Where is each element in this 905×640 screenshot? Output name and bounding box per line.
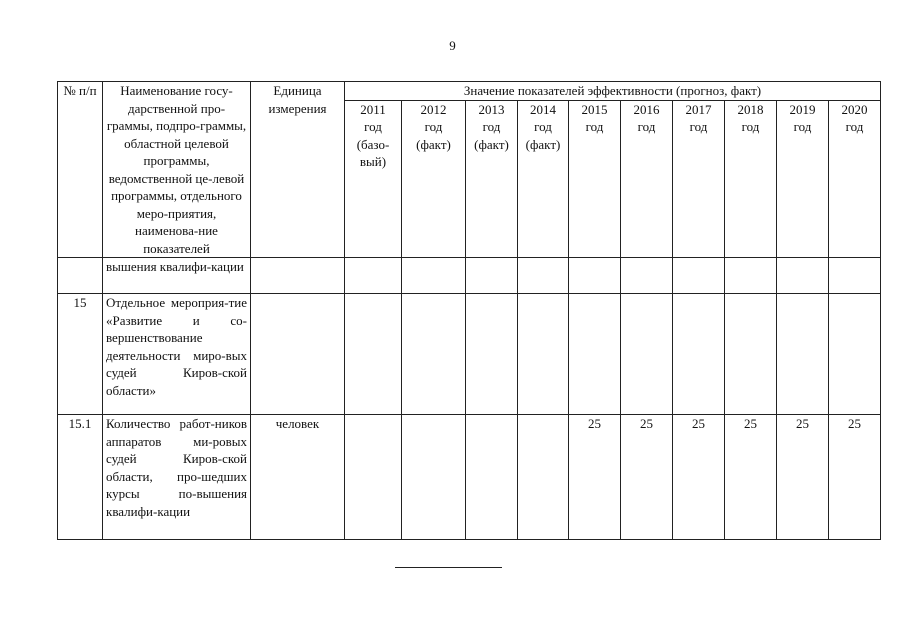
row-value [466, 294, 518, 415]
row-value [777, 258, 829, 294]
header-year: 2011 год (базо- вый) [345, 100, 402, 257]
header-unit: Единица измерения [251, 82, 345, 258]
page-number: 9 [449, 38, 456, 53]
row-value [402, 415, 466, 540]
row-value: 25 [673, 415, 725, 540]
row-value [518, 294, 569, 415]
header-year: 2019 год [777, 100, 829, 257]
row-value [402, 258, 466, 294]
bottom-rule [395, 567, 502, 568]
row-value [466, 415, 518, 540]
row-value [621, 294, 673, 415]
row-value [829, 258, 881, 294]
header-year: 2013 год (факт) [466, 100, 518, 257]
table-row [58, 258, 881, 294]
header-year: 2020 год [829, 100, 881, 257]
header-num: № п/п [58, 82, 103, 258]
row-name: Количество работ-ников аппаратов ми-ровых судей Киров-ской области, про-шедших курсы по-вышения квалифи-кации [103, 415, 251, 540]
row-unit: человек [251, 415, 345, 540]
header-year: 2012 год (факт) [402, 100, 466, 257]
row-value [673, 294, 725, 415]
indicators-table [57, 81, 881, 540]
row-value: 25 [569, 415, 621, 540]
header-values-group: Значение показателей эффективности (прогноз, факт) [345, 82, 881, 101]
row-value [777, 294, 829, 415]
row-unit [251, 258, 345, 294]
row-value: 25 [621, 415, 673, 540]
row-value: 25 [725, 415, 777, 540]
row-num: 15 [58, 294, 103, 415]
row-value [518, 415, 569, 540]
row-name: вышения квалифи-кации [103, 258, 251, 294]
row-unit [251, 294, 345, 415]
row-value [345, 415, 402, 540]
row-value [829, 294, 881, 415]
table-row [58, 294, 881, 415]
row-value [725, 258, 777, 294]
row-value [569, 294, 621, 415]
header-year: 2014 год (факт) [518, 100, 569, 257]
row-value [345, 294, 402, 415]
row-name: Отдельное мероприя-тие «Развитие и со-вершенствование деятельности миро-вых судей Киров-ской области» [103, 294, 251, 415]
row-value [466, 258, 518, 294]
row-num: 15.1 [58, 415, 103, 540]
row-value [518, 258, 569, 294]
header-name: Наименование госу-дарственной про-граммы, подпро-граммы, областной целевой программы, ведомственной це-левой программы, отдельного меро-приятия, наименова-ние показателей [103, 82, 251, 258]
header-year: 2018 год [725, 100, 777, 257]
table-row [58, 415, 881, 540]
row-value: 25 [829, 415, 881, 540]
row-value [725, 294, 777, 415]
row-value [621, 258, 673, 294]
header-year: 2017 год [673, 100, 725, 257]
row-num [58, 258, 103, 294]
header-year: 2015 год [569, 100, 621, 257]
row-value [569, 258, 621, 294]
header-year: 2016 год [621, 100, 673, 257]
row-value: 25 [777, 415, 829, 540]
row-value [345, 258, 402, 294]
row-value [673, 258, 725, 294]
row-value [402, 294, 466, 415]
